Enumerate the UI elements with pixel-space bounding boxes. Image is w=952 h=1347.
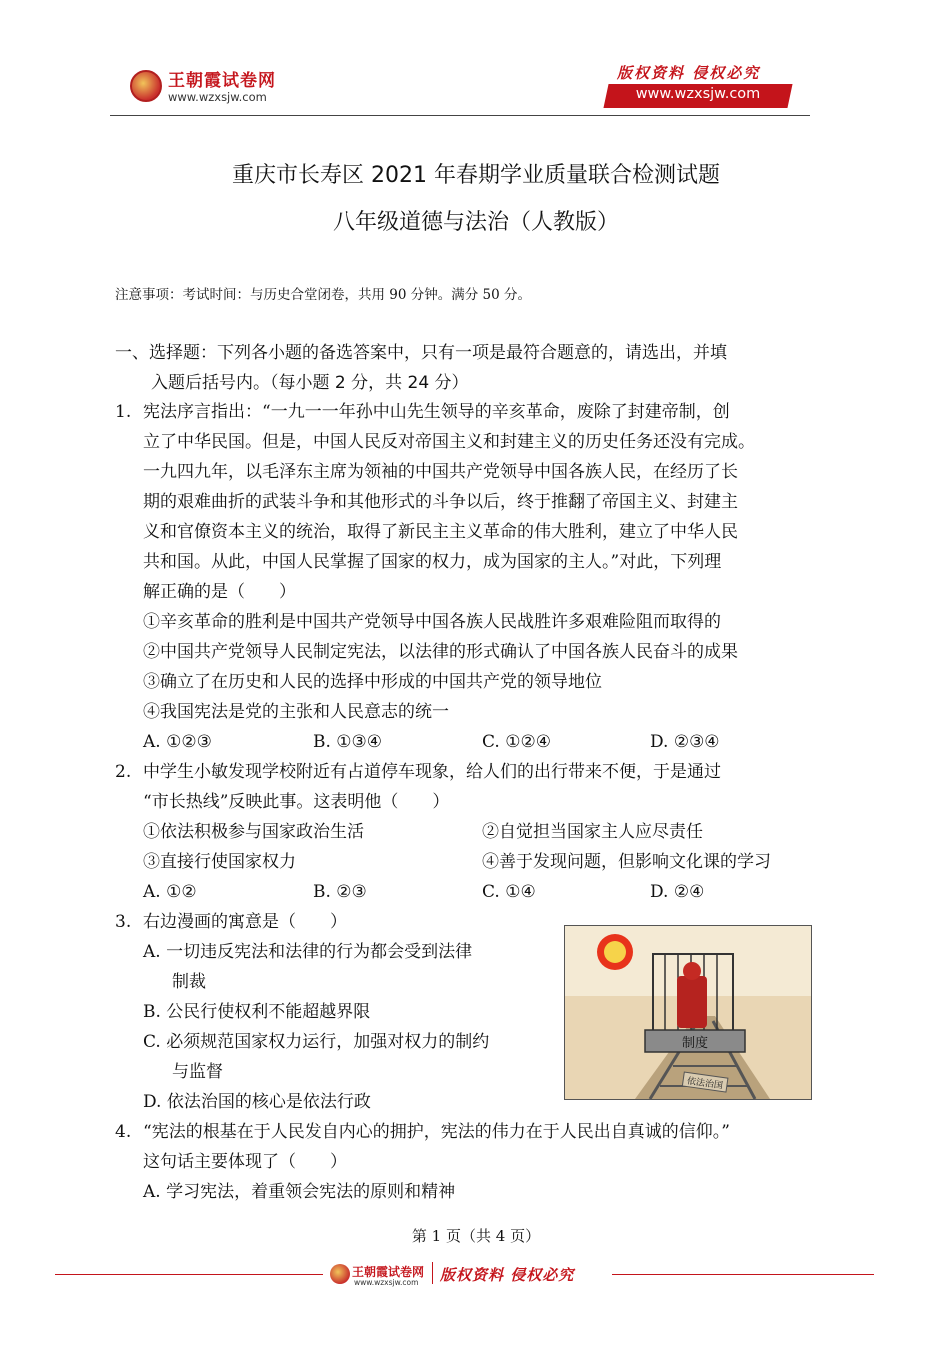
answer-option-c: C. ①④ bbox=[482, 882, 536, 902]
answer-option-c: C. ①②④ bbox=[482, 732, 551, 752]
statement: ①依法积极参与国家政治生活 bbox=[143, 822, 364, 842]
footer-separator bbox=[432, 1262, 433, 1284]
copyright-notice: 版权资料 侵权必究 bbox=[617, 64, 761, 82]
answer-option-c-cont: 与监督 bbox=[172, 1062, 223, 1082]
url-banner-text: www.wzxsjw.com bbox=[635, 86, 761, 102]
notice-label: 注意事项： bbox=[115, 287, 183, 303]
question-text-line: 这句话主要体现了（ ） bbox=[143, 1152, 347, 1172]
cartoon-drawing bbox=[565, 926, 811, 1099]
footer-logo-badge-icon bbox=[330, 1264, 350, 1284]
question-number: 4. bbox=[115, 1122, 132, 1142]
page-number: 第 1 页（共 4 页） bbox=[411, 1227, 541, 1245]
answer-option-a: A. ①② bbox=[143, 882, 197, 902]
exam-notice bbox=[115, 283, 531, 303]
cartoon-rail-label: 依法治国 bbox=[686, 1076, 724, 1092]
page-title: 重庆市长寿区 2021 年春期学业质量联合检测试题 bbox=[232, 163, 720, 188]
question-number: 3. bbox=[115, 912, 132, 932]
cartoon-image bbox=[564, 925, 812, 1100]
answer-option-a: A. 一切违反宪法和法律的行为都会受到法律 bbox=[143, 942, 473, 962]
page-subtitle: 八年级道德与法治（人教版） bbox=[332, 210, 619, 235]
question-text-line: “宪法的根基在于人民发自内心的拥护，宪法的伟力在于人民出自真诚的信仰。” bbox=[143, 1122, 730, 1142]
question-number: 1. bbox=[115, 402, 132, 422]
question-text-line: 中学生小敏发现学校附近有占道停车现象，给人们的出行带来不便，于是通过 bbox=[143, 762, 721, 782]
section-heading: 一、选择题：下列各小题的备选答案中，只有一项是最符合题意的，请选出，并填 bbox=[115, 343, 727, 363]
question-text-line: 共和国。从此，中国人民掌握了国家的权力，成为国家的主人。”对此，下列理 bbox=[143, 552, 722, 572]
statement: ④我国宪法是党的主张和人民意志的统一 bbox=[143, 702, 449, 722]
header-divider bbox=[110, 115, 810, 116]
notice-text: 考试时间：与历史合堂闭卷，共用 90 分钟。满分 50 分。 bbox=[182, 287, 532, 303]
statement: ②自觉担当国家主人应尽责任 bbox=[482, 822, 703, 842]
footer-logo-name: 王朝霞试卷网 bbox=[352, 1265, 425, 1279]
footer-copyright: 版权资料 侵权必究 bbox=[440, 1266, 575, 1284]
statement: ③确立了在历史和人民的选择中形成的中国共产党的领导地位 bbox=[143, 672, 602, 692]
statement: ②中国共产党领导人民制定宪法，以法律的形式确认了中国各族人民奋斗的成果 bbox=[143, 642, 738, 662]
question-text-line: 一九四九年，以毛泽东主席为领袖的中国共产党领导中国各族人民，在经历了长 bbox=[143, 462, 738, 482]
question-text-line: “市长热线”反映此事。这表明他（ ） bbox=[143, 792, 450, 812]
footer-divider-right bbox=[612, 1274, 874, 1275]
answer-option-b: B. ①③④ bbox=[313, 732, 383, 752]
statement: ③直接行使国家权力 bbox=[143, 852, 296, 872]
answer-option-d: D. ②④ bbox=[650, 882, 705, 902]
answer-option-b: B. 公民行使权利不能超越界限 bbox=[143, 1002, 371, 1022]
answer-option-b: B. ②③ bbox=[313, 882, 367, 902]
statement: ①辛亥革命的胜利是中国共产党领导中国各族人民战胜许多艰难险阻而取得的 bbox=[143, 612, 721, 632]
footer-divider-left bbox=[55, 1274, 323, 1275]
answer-option-c: C. 必须规范国家权力运行，加强对权力的制约 bbox=[143, 1032, 490, 1052]
statement: ④善于发现问题，但影响文化课的学习 bbox=[482, 852, 771, 872]
section-heading-cont: 入题后括号内。（每小题 2 分，共 24 分） bbox=[151, 373, 469, 393]
question-text-line: 解正确的是（ ） bbox=[143, 582, 296, 602]
question-text-line: 义和官僚资本主义的统治，取得了新民主主义革命的伟大胜利，建立了中华人民 bbox=[143, 522, 738, 542]
cartoon-label: 制度 bbox=[681, 1036, 709, 1051]
answer-option-a-cont: 制裁 bbox=[172, 972, 206, 992]
question-text-line: 期的艰难曲折的武装斗争和其他形式的斗争以后，终于推翻了帝国主义、封建主 bbox=[143, 492, 738, 512]
footer-logo-url: www.wzxsjw.com bbox=[354, 1278, 419, 1287]
answer-option-d: D. 依法治国的核心是依法行政 bbox=[143, 1092, 371, 1112]
question-text-line: 右边漫画的寓意是（ ） bbox=[143, 912, 347, 932]
question-number: 2. bbox=[115, 762, 132, 782]
logo-badge-icon bbox=[130, 70, 162, 102]
question-text-line: 立了中华民国。但是，中国人民反对帝国主义和封建主义的历史任务还没有完成。 bbox=[143, 432, 755, 452]
answer-option-a: A. 学习宪法，着重领会宪法的原则和精神 bbox=[143, 1182, 456, 1202]
logo-name: 王朝霞试卷网 bbox=[168, 71, 276, 91]
sun-icon bbox=[597, 934, 633, 970]
answer-option-a: A. ①②③ bbox=[143, 732, 212, 752]
answer-option-d: D. ②③④ bbox=[650, 732, 720, 752]
question-text-line: 宪法序言指出：“一九一一年孙中山先生领导的辛亥革命，废除了封建帝制，创 bbox=[143, 402, 730, 422]
logo-url: www.wzxsjw.com bbox=[168, 90, 267, 104]
